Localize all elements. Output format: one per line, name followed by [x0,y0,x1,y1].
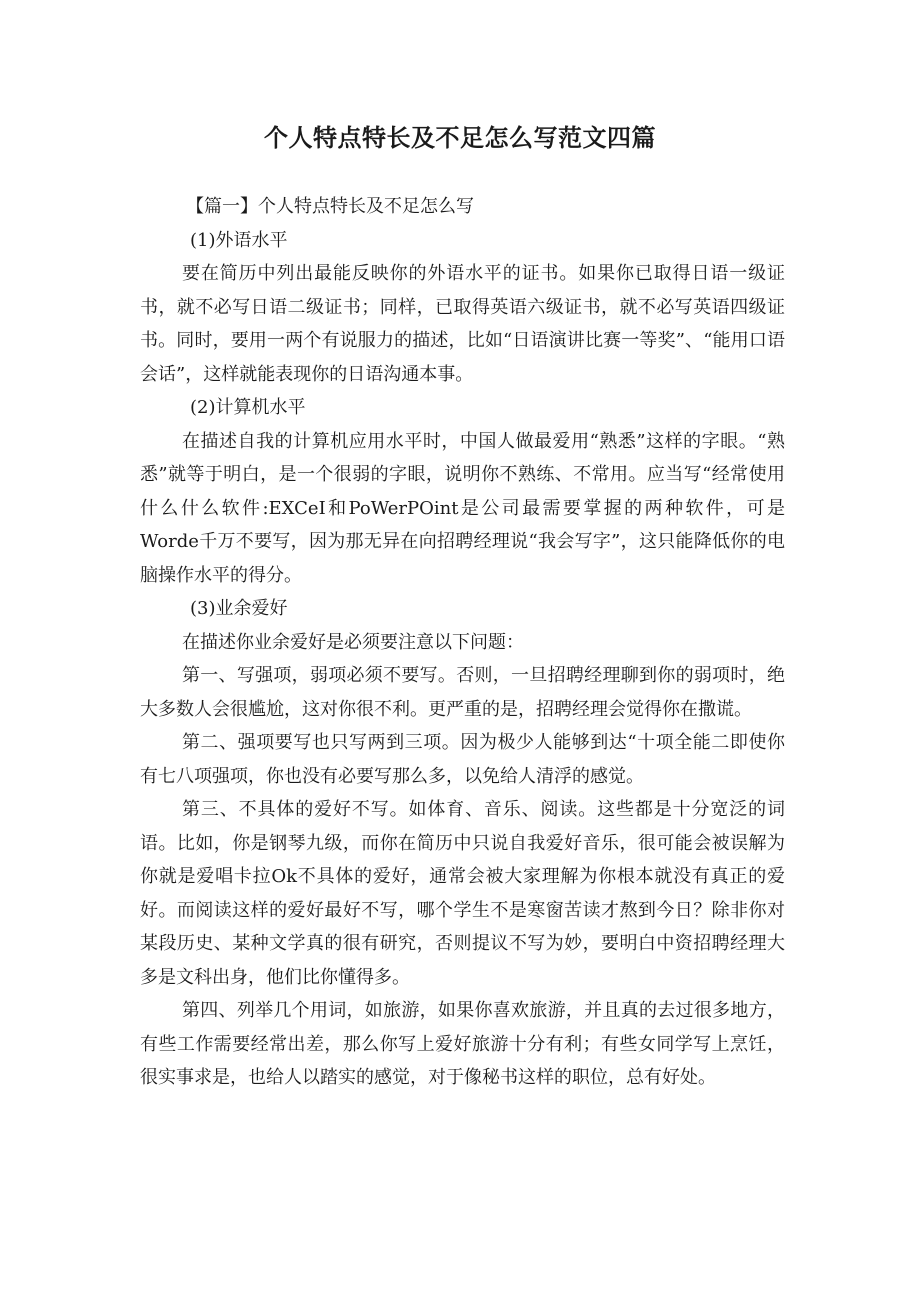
section-heading-computer: (2)计算机水平 [190,397,306,418]
chapter-heading: 【篇一】个人特点特长及不足怎么写 [186,196,474,217]
paragraph: 第一、写强项，弱项必须不要写。否则，一旦招聘经理聊到你的弱项时，绝大多数人会很尴尬，这对你很不利。更严重的是，招聘经理会觉得你在撒谎。 [140,665,785,720]
section-heading-hobbies: (3)业余爱好 [190,598,288,619]
paragraph: 在描述你业余爱好是必须要注意以下问题： [182,631,524,653]
section-heading-foreign-language: (1)外语水平 [190,229,288,251]
paragraph: 第三、不具体的爱好不写。如体育、音乐、阅读。这些都是十分宽泛的词语。比如，你是钢琴九级，而你在简历中只说自我爱好音乐，很可能会被误解为你就是爱唱卡拉Ok不具体的爱好，通常会被大家理解为你根本就没有真正的爱好。而阅读这样的爱好最好不写，哪个学生不是寒窗苦读才熬到今日？除非你对某段历史、某种文学真的很有研究，否则提议不写为妙，要明白中资招聘经理大多是文科出身，他们比你懂得多。 [140,799,785,988]
document-body [140,190,785,1095]
paragraph: 第四、列举几个用词，如旅游，如果你喜欢旅游，并且真的去过很多地方，有些工作需要经常出差，那么你写上爱好旅游十分有利；有些女同学写上烹饪，很实事求是，也给人以踏实的感觉，对于像秘书这样的职位，总有好处。 [140,1000,785,1088]
paragraph: 第二、强项要写也只写两到三项。因为极少人能够到达“十项全能二即使你有七八项强项，你也没有必要写那么多，以免给人清浮的感觉。 [140,732,785,787]
document-title: 个人特点特长及不足怎么写范文四篇 [264,124,656,152]
paragraph: 要在简历中列出最能反映你的外语水平的证书。如果你已取得日语一级证书，就不必写日语二级证书；同样，已取得英语六级证书，就不必写英语四级证书。同时，要用一两个有说服力的描述，比如“日语演讲比赛一等奖”、“能用口语会话”，这样就能表现你的日语沟通本事。 [140,263,785,385]
paragraph: 在描述自我的计算机应用水平时，中国人做最爱用“熟悉”这样的字眼。“熟悉”就等于明白，是一个很弱的字眼，说明你不熟练、不常用。应当写“经常使用什么什么软件:EXCeI和PoWerPOint是公司最需要掌握的两种软件，可是Worde千万不要写，因为那无异在向招聘经理说“我会写字”，这只能降低你的电脑操作水平的得分。 [140,430,785,586]
